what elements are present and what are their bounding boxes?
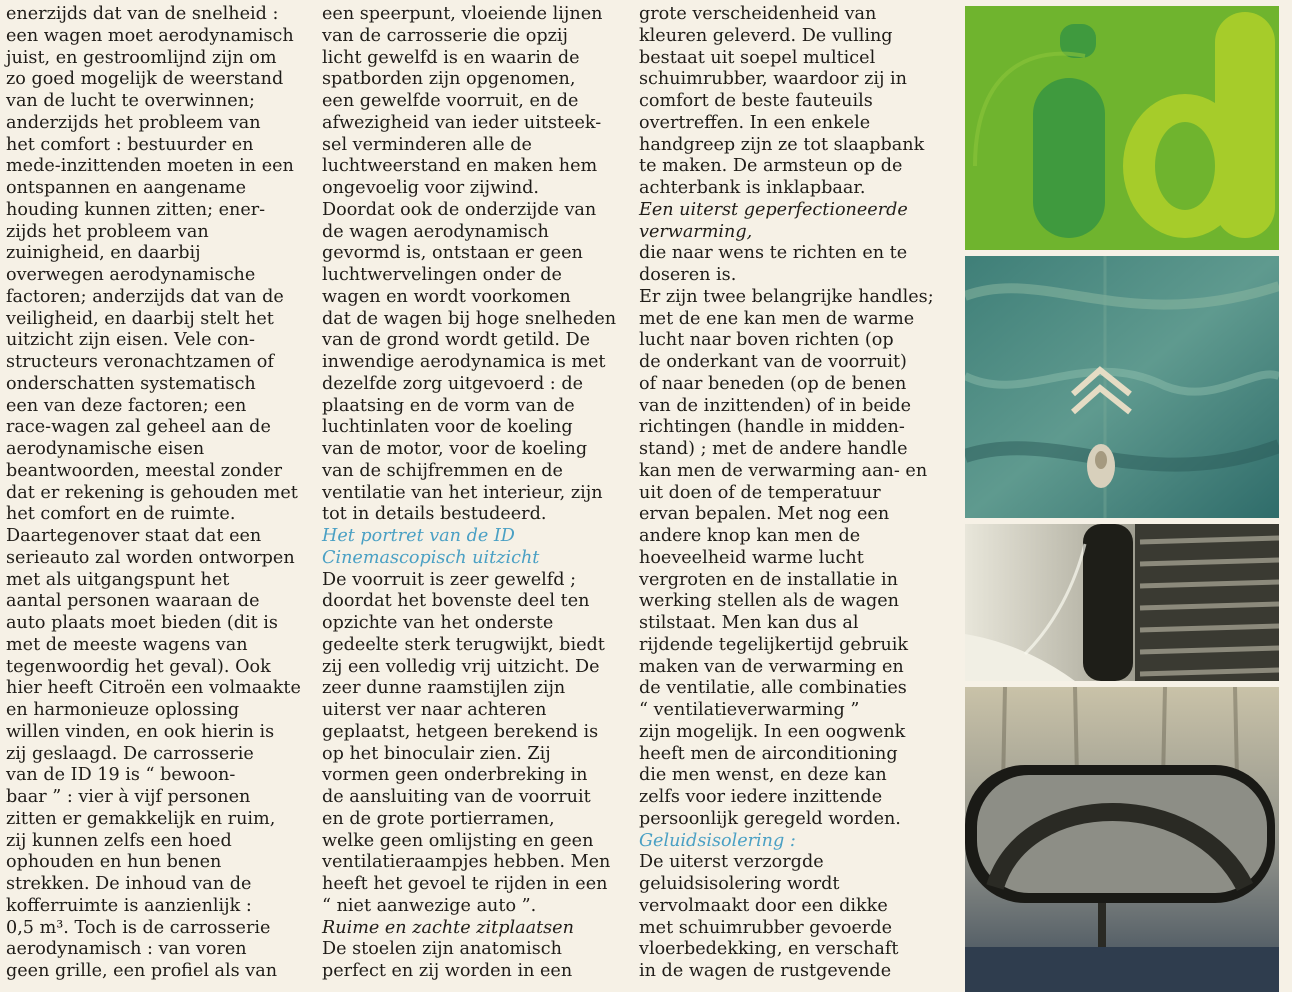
text-line: 0,5 m³. Toch is de carrosserie (6, 917, 271, 938)
text-line: structeurs veronachtzamen of (6, 352, 274, 372)
text-line: een gewelfde voorruit, en de (322, 91, 579, 111)
text-line: uiterst ver naar achteren (322, 700, 547, 720)
text-line: strekken. De inhoud van de (6, 874, 252, 894)
text-line: plaatsing en de vorm van de (322, 395, 575, 416)
text-line: dat de wagen bij hoge snelheden (322, 308, 617, 329)
text-line: ventilatie van het interieur, zijn (322, 482, 603, 503)
text-line: luchtweerstand en maken hem (322, 156, 598, 177)
id-logo-graphic (965, 6, 1279, 250)
text-line: kan men de verwarming aan- en (639, 460, 928, 481)
text-line: rijdende tegelijkertijd gebruik (639, 634, 909, 655)
text-line: die men wenst, en deze kan (639, 765, 887, 786)
text-line: welke geen omlijsting en geen (322, 830, 594, 851)
text-line: geluidsisolering wordt (639, 874, 840, 894)
text-line: zeer dunne raamstijlen zijn (322, 678, 566, 699)
text-line: luchtinlaten voor de koeling (322, 417, 573, 438)
text-line: aerodynamische eisen (6, 439, 205, 459)
subheading: Ruime en zachte zitplaatsen (322, 917, 574, 938)
text-line: auto plaats moet bieden (dit is (6, 613, 278, 633)
text-line: zijn mogelijk. In een oogwenk (639, 721, 906, 742)
text-line: grote verscheidenheid van (639, 4, 877, 24)
air-vent-graphic (965, 524, 1279, 681)
text-column-1 (6, 4, 301, 983)
text-line: van de motor, voor de koeling (322, 439, 588, 459)
text-line: perfect en zij worden in een (322, 961, 573, 981)
id-logo-image (965, 6, 1279, 250)
text-line: of naar beneden (op de benen (639, 373, 907, 394)
text-line: beantwoorden, meestal zonder (6, 460, 283, 481)
text-line: ontspannen en aangename (6, 178, 247, 198)
text-line: ophouden en hun benen (6, 852, 222, 873)
text-line: en de grote portierramen, (322, 808, 555, 829)
text-line: met als uitgangspunt het (6, 569, 230, 590)
text-line: handgreep zijn ze tot slaapbank (639, 134, 925, 155)
text-line: Daartegenover staat dat een (6, 526, 262, 546)
subheading: Een uiterst geperfectioneerde (639, 199, 908, 220)
subheading: Het portret van de ID (322, 526, 515, 546)
text-line: kleuren geleverd. De vulling (639, 25, 893, 46)
text-line: stand) ; met de andere handle (639, 439, 908, 459)
text-line: De uiterst verzorgde (639, 852, 824, 873)
text-line: zo goed mogelijk de weerstand (6, 69, 284, 90)
subheading: Cinemascopisch uitzicht (322, 547, 540, 568)
text-line: zij geslaagd. De carrosserie (6, 743, 254, 764)
text-line: mede-inzittenden moeten in een (6, 156, 294, 177)
text-line: van de carrosserie die opzij (322, 25, 568, 46)
text-line: kofferruimte is aanzienlijk : (6, 895, 252, 916)
text-line: een speerpunt, vloeiende lijnen (322, 4, 603, 24)
text-line: opzichte van het onderste (322, 613, 554, 633)
text-line: van de schijfremmen en de (322, 460, 563, 481)
text-line: zitten er gemakkelijk en ruim, (6, 808, 276, 829)
text-line: geplaatst, hetgeen berekend is (322, 721, 599, 742)
air-vent-photo (965, 524, 1279, 681)
text-line: in de wagen de rustgevende (639, 961, 892, 981)
mirror-graphic (965, 687, 1279, 992)
text-line: de aansluiting van de voorruit (322, 787, 591, 807)
text-line: richtingen (handle in midden- (639, 417, 905, 438)
text-line: factoren; anderzijds dat van de (6, 286, 284, 307)
text-line: zuinigheid, en daarbij (6, 243, 201, 264)
text-line: enerzijds dat van de snelheid : (6, 4, 279, 24)
text-line: de wagen aerodynamisch (322, 221, 549, 242)
text-line: achterbank is inklapbaar. (639, 178, 866, 198)
text-line: stilstaat. Men kan dus al (639, 613, 859, 633)
text-line: doseren is. (639, 265, 737, 285)
text-line: doordat het bovenste deel ten (322, 591, 590, 612)
text-line: bestaat uit soepel multicel (639, 47, 876, 68)
text-line: heeft het gevoel te rijden in een (322, 874, 608, 894)
text-line: te maken. De armsteun op de (639, 156, 903, 177)
text-line: de ventilatie, alle combinaties (639, 678, 907, 699)
text-line: een van deze factoren; een (6, 395, 247, 416)
text-line: een wagen moet aerodynamisch (6, 25, 294, 46)
text-line: spatborden zijn opgenomen, (322, 69, 576, 90)
text-line: het comfort en de ruimte. (6, 504, 236, 525)
text-line: met schuimrubber gevoerde (639, 917, 892, 938)
text-line: wagen en wordt voorkomen (322, 286, 571, 307)
text-line: De voorruit is zeer gewelfd ; (322, 569, 577, 590)
text-line: onderschatten systematisch (6, 373, 256, 394)
text-line: dezelfde zorg uitgevoerd : de (322, 373, 583, 394)
text-line: “ ventilatieverwarming ” (639, 700, 860, 720)
text-line: heeft men de airconditioning (639, 743, 898, 764)
text-line: De stoelen zijn anatomisch (322, 939, 562, 960)
text-line: persoonlijk geregeld worden. (639, 808, 901, 829)
text-line: houding kunnen zitten; ener- (6, 199, 266, 220)
text-line: van de grond wordt getild. De (322, 330, 591, 351)
hood-chevron-photo (965, 256, 1279, 518)
text-line: het comfort : bestuurder en (6, 134, 254, 155)
text-line: gevormd is, ontstaan er geen (322, 243, 583, 264)
text-line: zelfs voor iedere inzittende (639, 787, 883, 807)
text-line: Doordat ook de onderzijde van (322, 199, 597, 220)
text-line: van de inzittenden) of in beide (639, 395, 912, 416)
text-line: comfort de beste fauteuils (639, 91, 873, 111)
text-line: zij kunnen zelfs een hoed (6, 830, 232, 851)
text-line: vergroten en de installatie in (639, 569, 898, 590)
text-line: afwezigheid van ieder uitsteek- (322, 112, 602, 133)
text-line: hoeveelheid warme lucht (639, 547, 864, 568)
hood-chevron-graphic (965, 256, 1279, 518)
text-line: uitzicht zijn eisen. Vele con- (6, 330, 255, 351)
text-line: vloerbedekking, en verschaft (639, 939, 899, 960)
subheading: Geluidsisolering : (639, 830, 796, 851)
text-line: Er zijn twee belangrijke handles; (639, 286, 934, 307)
text-line: serieauto zal worden ontworpen (6, 547, 295, 568)
text-line: willen vinden, en ook hierin is (6, 721, 275, 742)
text-line: gedeelte sterk terugwijkt, biedt (322, 634, 605, 655)
text-line: ventilatieraampjes hebben. Men (322, 852, 611, 873)
text-line: ongevoelig voor zijwind. (322, 178, 540, 198)
text-line: en harmonieuze oplossing (6, 700, 240, 720)
text-line: de onderkant van de voorruit) (639, 352, 907, 372)
text-line: vormen geen onderbreking in (322, 765, 588, 786)
text-line: met de meeste wagens van (6, 634, 248, 655)
text-line: van de lucht te overwinnen; (6, 91, 255, 111)
text-line: race-wagen zal geheel aan de (6, 417, 271, 438)
text-line: geen grille, een profiel als van (6, 961, 278, 981)
text-line: sel verminderen alle de (322, 134, 532, 155)
text-line: dat er rekening is gehouden met (6, 482, 298, 503)
text-line: schuimrubber, waardoor zij in (639, 69, 907, 90)
text-line: maken van de verwarming en (639, 656, 904, 677)
text-line: lucht naar boven richten (op (639, 330, 894, 351)
text-line: anderzijds het probleem van (6, 112, 261, 133)
text-line: “ niet aanwezige auto ”. (322, 895, 537, 916)
text-line: met de ene kan men de warme (639, 308, 915, 329)
text-line: zij een volledig vrij uitzicht. De (322, 656, 600, 677)
text-column-2 (322, 4, 616, 983)
subheading: verwarming, (639, 221, 753, 242)
text-line: baar ” : vier à vijf personen (6, 787, 251, 807)
text-line: ervan bepalen. Met nog een (639, 504, 890, 525)
text-line: tot in details bestudeerd. (322, 504, 547, 525)
text-line: luchtwervelingen onder de (322, 265, 562, 285)
text-line: juist, en gestroomlijnd zijn om (6, 47, 277, 68)
text-line: veiligheid, en daarbij stelt het (6, 308, 274, 329)
text-line: vervolmaakt door een dikke (639, 895, 888, 916)
text-line: aerodynamisch : van voren (6, 939, 247, 960)
text-line: aantal personen waaraan de (6, 591, 260, 612)
mirror-photo (965, 687, 1279, 992)
text-line: uit doen of de temperatuur (639, 482, 881, 503)
text-line: andere knop kan men de (639, 526, 861, 546)
text-line: werking stellen als de wagen (639, 591, 900, 612)
text-line: tegenwoordig het geval). Ook (6, 656, 271, 677)
text-line: die naar wens te richten en te (639, 243, 908, 264)
text-line: zijds het probleem van (6, 221, 209, 242)
text-line: overtreffen. In een enkele (639, 112, 871, 133)
text-line: inwendige aerodynamica is met (322, 352, 606, 372)
text-line: van de ID 19 is “ bewoon- (6, 765, 236, 786)
text-line: op het binoculair zien. Zij (322, 743, 551, 764)
text-column-3 (639, 4, 934, 983)
text-line: overwegen aerodynamische (6, 265, 256, 285)
text-line: licht gewelfd is en waarin de (322, 47, 580, 68)
text-line: hier heeft Citroën een volmaakte (6, 678, 301, 699)
